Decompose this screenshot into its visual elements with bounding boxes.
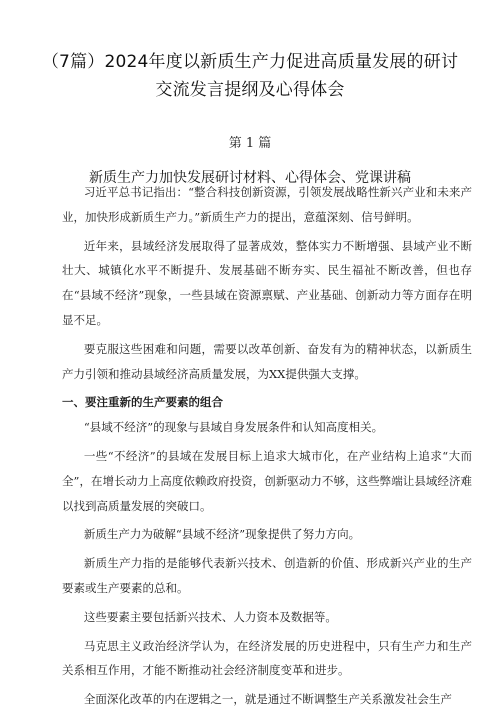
body-paragraph: 一些“不经济”的县域在发展目标上追求大城市化，在产业结构上追求“大而全”，在增长动力上高度依赖政府投资，创新驱动力不够，这些弊端让县域经济难以找到高质量发展的突破口。	[62, 448, 472, 513]
body-paragraph: 新质生产力为破解“县域不经济”现象提供了努力方向。	[83, 527, 361, 542]
document-title-line-1: （7篇）2024年度以新质生产力促进高质量发展的研讨	[41, 52, 459, 72]
body-paragraph: 这些要素主要包括新兴技术、人力资本及数据等。	[83, 609, 337, 624]
body-paragraph: 全面深化改革的内在逻辑之一，就是通过不断调整生产关系激发社会生产	[83, 692, 452, 707]
body-paragraph: 新质生产力指的是能够代表新兴技术、创造新的价值、形成新兴产业的生产要素或生产要素的总和。	[62, 556, 472, 595]
body-paragraph: 马克思主义政治经济学认为，在经济发展的历史进程中，只有生产力和生产关系相互作用，才能不断推动社会经济制度变革和进步。	[62, 638, 472, 678]
body-paragraph: “县域不经济”的现象与县域自身发展条件和认知高度相关。	[83, 420, 384, 435]
document-title-line-2: 交流发言提纲及心得体会	[155, 80, 345, 100]
section-heading: 一、要注重新的生产要素的组合	[62, 395, 223, 410]
body-paragraph: 近年来，县域经济发展取得了显著成效，整体实力不断增强、县域产业不断壮大、城镇化水平不断提升、发展基础不断夯实、民生福祉不断改善，但也存在“县域不经济”现象，一些县域在资源禀赋、产业基础、创新动力等方面存在明显不足。	[62, 238, 472, 327]
section-subtitle: 新质生产力加快发展研讨材料、心得体会、党课讲稿	[89, 169, 411, 186]
section-number: 第 1 篇	[228, 136, 272, 151]
document-body	[62, 180, 472, 716]
body-paragraph: 习近平总书记指出：“整合科技创新资源，引领发展战略性新兴产业和未来产业，加快形成新质生产力。”新质生产力的提出，意蕴深刻、信号鲜明。	[62, 185, 472, 224]
body-paragraph: 要克服这些困难和问题，需要以改革创新、奋发有为的精神状态，以新质生产力引领和推动县域经济高质量发展，为XX提供强大支撑。	[62, 341, 472, 381]
